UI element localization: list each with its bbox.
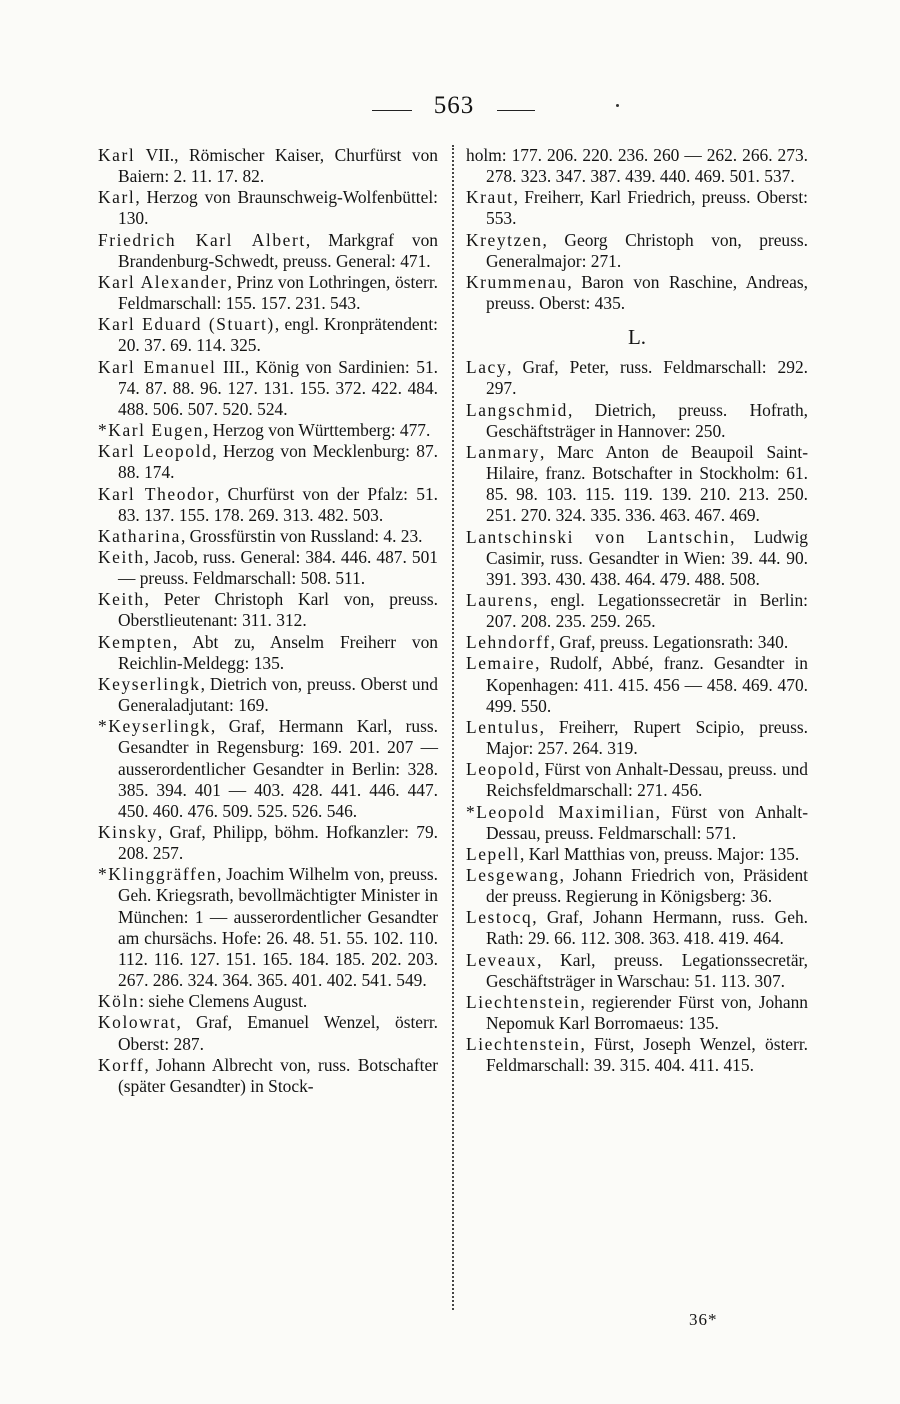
index-entry bbox=[98, 420, 438, 441]
entry-name: Kempten bbox=[98, 631, 173, 652]
entry-text: , Grossfürstin von Russland: 4. 23. bbox=[180, 525, 423, 546]
entry-name: Karl Emanuel bbox=[98, 356, 217, 377]
entry-text: , Fürst von Anhalt-Dessau, preuss. Feldmarschall: 571. bbox=[486, 801, 808, 843]
entry-text: , Freiherr, Rupert Scipio, preuss. Major: 257. 264. 319. bbox=[486, 716, 808, 759]
entry-name: Korff bbox=[98, 1054, 145, 1075]
entry-text: , Graf, Johann Hermann, russ. Geh. Rath: 29. 66. 112. 308. 363. 418. 419. 464. bbox=[486, 907, 808, 949]
index-entry bbox=[466, 992, 808, 1034]
index-entry bbox=[98, 547, 438, 589]
entry-text: , Karl, preuss. Legationssecretär, Geschäftsträger in Warschau: 51. 113. 307. bbox=[486, 949, 808, 991]
entry-text: , Rudolf, Abbé, franz. Gesandter in Kopenhagen: 411. 415. 456 — 458. 469. 470. 499. 550. bbox=[486, 653, 808, 716]
entry-name: Lehndorff bbox=[466, 632, 551, 653]
entry-name: Leopold bbox=[466, 759, 536, 780]
header-rule-left bbox=[372, 110, 412, 111]
entry-text: , Abt zu, Anselm Freiherr von Reichlin-Meldegg: 135. bbox=[118, 631, 438, 673]
index-entry bbox=[98, 822, 438, 864]
entry-text: , Johann Albrecht von, russ. Botschafter (später Gesandter) in Stock- bbox=[118, 1054, 438, 1096]
index-entry bbox=[98, 674, 438, 716]
entry-text: , Graf, Hermann Karl, russ. Gesandter in Regensburg: 169. 201. 207 — ausserordentlicher Gesandter in Berlin: 328. 385. 394. 401 — 403. 428. 441. 446. 447. 450. 460. 476. 509. 525. 526. 546. bbox=[118, 716, 438, 821]
entry-name: *Keyserlingk bbox=[98, 716, 211, 737]
entry-text: , Karl Matthias von, preuss. Major: 135. bbox=[520, 843, 800, 864]
header-rule-right bbox=[497, 110, 535, 111]
index-entry bbox=[466, 653, 808, 716]
entry-text: , Baron von Raschine, Andreas, preuss. Oberst: 435. bbox=[486, 271, 808, 314]
entry-name: *Karl Eugen bbox=[98, 420, 204, 441]
index-entry bbox=[466, 865, 808, 907]
entry-name: Friedrich Karl Albert bbox=[98, 229, 306, 250]
entry-text: , Herzog von Mecklenburg: 87. 88. 174. bbox=[118, 441, 438, 483]
entry-text: , regierender Fürst von, Johann Nepomuk Karl Borromaeus: 135. bbox=[486, 991, 808, 1034]
entry-name: Lemaire bbox=[466, 653, 536, 674]
entry-text: , Peter Christoph Karl von, preuss. Oberstlieutenant: 311. 312. bbox=[118, 589, 438, 631]
entry-text: , Churfürst von der Pfalz: 51. 83. 137. 155. 178. 269. 313. 482. 503. bbox=[118, 483, 438, 525]
entry-name: Liechtenstein bbox=[466, 1034, 581, 1055]
signature-mark: 36* bbox=[689, 1310, 718, 1329]
entry-name: Kraut bbox=[466, 187, 514, 208]
entry-text: , Graf, Peter, russ. Feldmarschall: 292. 297. bbox=[486, 357, 808, 399]
entry-name: *Leopold Maximilian bbox=[466, 801, 656, 822]
entry-name: Lentulus bbox=[466, 716, 540, 737]
entry-text: , Ludwig Casimir, russ. Gesandter in Wien: 39. 44. 90. 391. 393. 430. 438. 464. 479. 488. 508. bbox=[486, 526, 808, 589]
entry-name: Krummenau bbox=[466, 271, 568, 292]
entry-name: Kreytzen bbox=[466, 229, 543, 250]
entry-text: VII., Römischer Kaiser, Churfürst von Baiern: 2. 11. 17. 82. bbox=[118, 145, 438, 187]
entry-name: Karl Alexander bbox=[98, 271, 228, 292]
entry-text: , Dietrich von, preuss. Oberst und Generaladjutant: 169. bbox=[118, 673, 438, 716]
entry-name: Lestocq bbox=[466, 907, 533, 928]
entry-text: , Graf, Emanuel Wenzel, österr. Oberst: 287. bbox=[118, 1012, 438, 1054]
entry-name: Keyserlingk bbox=[98, 673, 201, 694]
index-entry bbox=[98, 991, 438, 1012]
entry-text: , Herzog von Braunschweig-Wolfenbüttel: 130. bbox=[118, 187, 438, 229]
entry-name: Kolowrat bbox=[98, 1012, 177, 1033]
entry-name: Lesgewang bbox=[466, 865, 560, 885]
index-entry bbox=[98, 716, 438, 822]
section-heading-l: L. bbox=[627, 325, 647, 350]
entry-name: Keith bbox=[98, 546, 145, 567]
entry-name: Karl bbox=[98, 187, 136, 208]
entry-name: Lanmary bbox=[466, 441, 540, 462]
index-entry bbox=[98, 484, 438, 526]
entry-text: , Freiherr, Karl Friedrich, preuss. Oberst: 553. bbox=[486, 187, 808, 229]
entry-name: Karl Leopold bbox=[98, 441, 213, 462]
entry-name: Leveaux bbox=[466, 949, 538, 970]
entry-text: , Graf, preuss. Legationsrath: 340. bbox=[550, 632, 789, 653]
index-entry bbox=[98, 589, 438, 631]
entry-text: , Graf, Philipp, böhm. Hofkanzler: 79. 208. 257. bbox=[118, 822, 438, 864]
index-entry bbox=[98, 272, 438, 314]
index-entry bbox=[98, 314, 438, 356]
index-entry bbox=[466, 400, 808, 442]
right-column-entries-l bbox=[466, 357, 808, 1076]
entry-text: , Herzog von Württemberg: 477. bbox=[203, 420, 431, 441]
entry-text: , Markgraf von Brandenburg-Schwedt, preuss. General: 471. bbox=[118, 229, 438, 271]
index-entry bbox=[466, 1034, 808, 1076]
index-entry bbox=[466, 844, 808, 865]
entry-text: , Fürst von Anhalt-Dessau, preuss. und Reichsfeldmarschall: 271. 456. bbox=[486, 759, 808, 801]
entry-name: Kinsky bbox=[98, 822, 158, 842]
index-entry bbox=[466, 907, 808, 949]
entry-name: Karl Eduard (Stuart) bbox=[98, 314, 275, 335]
entry-name: Lepell bbox=[466, 843, 521, 864]
entry-name: Laurens bbox=[466, 589, 534, 610]
entry-name: Liechtenstein bbox=[466, 991, 581, 1012]
entry-name: Köln bbox=[98, 991, 140, 1012]
entry-text: , Jacob, russ. General: 384. 446. 487. 501 — preuss. Feldmarschall: 508. 511. bbox=[118, 546, 438, 589]
index-entry bbox=[466, 272, 808, 314]
entry-text: III., König von Sardinien: 51. 74. 87. 88. 96. 127. 131. 155. 372. 422. 484. 488. 506. 507. 520. 524. bbox=[118, 356, 438, 419]
index-entry bbox=[466, 950, 808, 992]
entry-name: Langschmid bbox=[466, 399, 568, 420]
index-entry bbox=[466, 759, 808, 801]
entry-name: Keith bbox=[98, 589, 145, 610]
entry-text: , Marc Anton de Beaupoil Saint-Hilaire, franz. Botschafter in Stockholm: 61. 85. 98. 103. 115. 119. 139. 210. 213. 250. 251. 270. 324. 335. 336. 463. 467. 469. bbox=[486, 441, 808, 526]
index-entry bbox=[98, 441, 438, 483]
entry-name: *Klinggräffen bbox=[98, 864, 217, 885]
entry-text: , Joachim Wilhelm von, preuss. Geh. Kriegsrath, bevollmächtigter Minister in München: 1 — ausserordentlicher Gesandter am chursächs. Hofe: 26. 48. 51. 55. 102. 110. 112. 116. 127. 151. 165. 184. 185. 202. 203. 267. 286. 324. 364. 365. 401. 402. 541. 549. bbox=[118, 864, 438, 991]
entry-text: , Dietrich, preuss. Hofrath, Geschäftsträger in Hannover: 250. bbox=[486, 399, 808, 441]
page-number: 563 bbox=[433, 92, 475, 119]
index-entry bbox=[98, 187, 438, 229]
index-entry bbox=[466, 802, 808, 844]
right-column-entries-k bbox=[466, 145, 808, 314]
index-entry bbox=[98, 357, 438, 420]
entry-text: , Fürst, Joseph Wenzel, österr. Feldmarschall: 39. 315. 404. 411. 415. bbox=[486, 1034, 808, 1076]
left-column bbox=[98, 145, 438, 1097]
index-entry bbox=[98, 230, 438, 272]
index-entry bbox=[98, 864, 438, 991]
index-entry bbox=[98, 1055, 438, 1097]
index-entry bbox=[98, 145, 438, 187]
index-entry bbox=[466, 442, 808, 527]
entry-name: Katharina bbox=[98, 525, 181, 546]
index-entry bbox=[466, 632, 808, 653]
header-speck bbox=[616, 104, 619, 107]
entry-text: , Prinz von Lothringen, österr. Feldmarschall: 155. 157. 231. 543. bbox=[118, 271, 438, 314]
index-entry bbox=[466, 717, 808, 759]
index-entry bbox=[466, 590, 808, 632]
entry-text: : siehe Clemens August. bbox=[139, 991, 308, 1012]
index-entry bbox=[466, 145, 808, 187]
entry-text: , Johann Friedrich von, Präsident der preuss. Regierung in Königsberg: 36. bbox=[486, 865, 808, 907]
entry-text: holm: 177. 206. 220. 236. 260 — 262. 266. 273. 278. 323. 347. 387. 439. 440. 469. 501. 537. bbox=[466, 145, 808, 187]
entry-name: Lacy bbox=[466, 357, 508, 378]
entry-name: Lantschinski von Lantschin bbox=[466, 526, 731, 547]
index-entry bbox=[98, 1012, 438, 1054]
entry-text: , Georg Christoph von, preuss. Generalmajor: 271. bbox=[486, 229, 808, 271]
column-separator bbox=[452, 145, 454, 1310]
index-entry bbox=[466, 357, 808, 399]
index-entry bbox=[466, 230, 808, 272]
index-entry bbox=[98, 632, 438, 674]
index-entry bbox=[466, 527, 808, 590]
index-entry bbox=[466, 187, 808, 229]
index-entry bbox=[98, 526, 438, 547]
entry-name: Karl bbox=[98, 145, 136, 165]
page-header bbox=[0, 92, 900, 132]
entry-text: , engl. Kronprätendent: 20. 37. 69. 114. 325. bbox=[118, 314, 438, 356]
entry-text: , engl. Legationssecretär in Berlin: 207. 208. 235. 259. 265. bbox=[486, 589, 808, 632]
entry-name: Karl Theodor bbox=[98, 483, 215, 504]
right-column bbox=[466, 145, 808, 1077]
